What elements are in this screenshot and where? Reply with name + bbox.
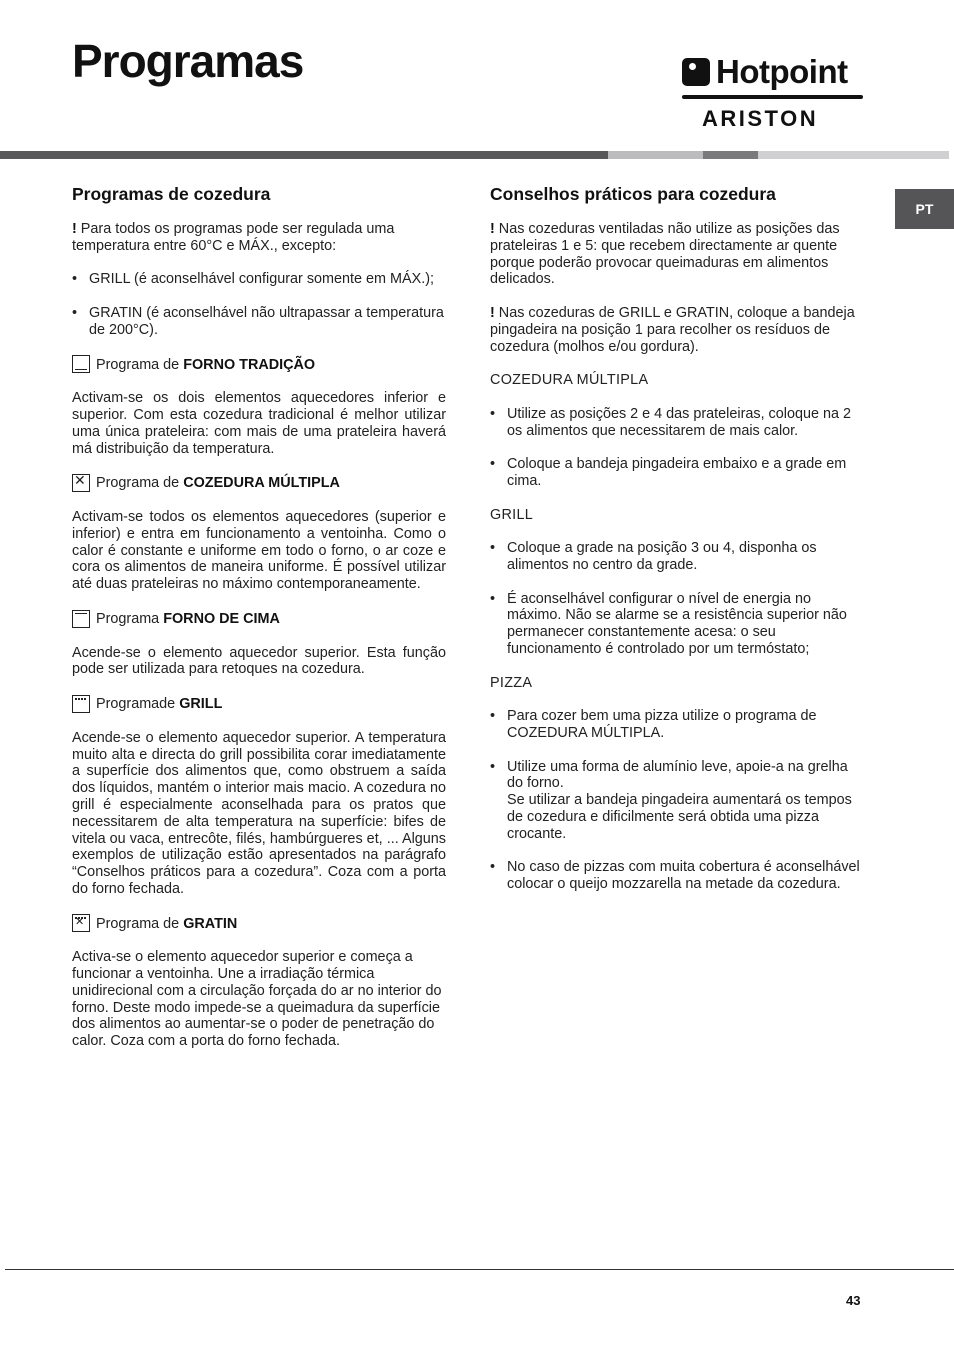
hotpoint-ariston-logo	[682, 55, 864, 130]
list-item: • Coloque a grade na posição 3 ou 4, disponha os alimentos no centro da grade.	[490, 540, 865, 574]
program-description: Activam-se os dois elementos aquecedores inferior e superior. Com esta cozedura tradicional é melhor utilizar uma única prateleira: com mais de uma prateleira haverá má distribuição da temperatura.	[72, 390, 446, 457]
logo-rule	[682, 95, 863, 99]
program-name: GRATIN	[183, 915, 238, 932]
list-item: • Para cozer bem uma pizza utilize o programa de COZEDURA MÚLTIPLA.	[490, 708, 865, 742]
hotpoint-logo-mark-icon	[682, 58, 710, 86]
note-text: Nas cozeduras de GRILL e GRATIN, coloque a bandeja pingadeira na posição 1 para recolher os resíduos de cozedura (molhos e/ou gordura).	[490, 304, 855, 355]
forno-tradicao-icon	[72, 355, 90, 373]
program-prefix: Programa de	[96, 915, 180, 932]
gratin-icon	[72, 914, 90, 932]
note-paragraph	[490, 221, 865, 288]
right-column	[490, 184, 865, 910]
warning-mark: !	[490, 221, 495, 237]
program-prefix: Programa de	[96, 475, 180, 492]
note-paragraph	[490, 305, 865, 355]
exception-list	[72, 271, 446, 338]
warning-mark: !	[490, 304, 495, 321]
program-prefix: Programa de	[96, 356, 180, 373]
list-item	[490, 759, 865, 843]
subsection-title: COZEDURA MÚLTIPLA	[490, 372, 649, 389]
program-prefix: Programa	[96, 610, 160, 627]
grill-icon	[72, 695, 90, 713]
list-item-text: Utilize uma forma de alumínio leve, apoie-a na grelha do forno.	[507, 758, 848, 792]
list-item: • Utilize as posições 2 e 4 das prateleiras, coloque na 2 os alimentos que necessitarem de mais calor.	[490, 406, 865, 440]
program-name: FORNO TRADIÇÃO	[183, 356, 316, 373]
section-heading: Programas de cozedura	[72, 184, 271, 204]
program-description: Acende-se o elemento aquecedor superior. A temperatura muito alta e directa do grill possibilita corar imediatamente a superfície dos alimentos que, como obstruem a saída dos líquidos, mantém o interior mais macio. A cozedura no grill é especialmente aconselhada para os pratos que necessitarem de alta temperatura na superfície: bifes de vitela ou vaca, entrecôte, filés, hambúrgueres et, ... Alguns exemplos de utilização estão apresentados na parágrafo “Conselhos práticos para a cozedura”. Coza com a porta do forno fechada.	[72, 729, 446, 897]
list-item: • Coloque a bandeja pingadeira embaixo e a grade em cima.	[490, 456, 865, 490]
list-item: • GRILL (é aconselhável configurar somente em MÁX.);	[72, 271, 446, 288]
forno-de-cima-icon	[72, 610, 90, 628]
warning-mark: !	[72, 221, 77, 237]
page-title: Programas	[72, 35, 304, 87]
program-description: Activam-se todos os elementos aquecedores (superior e inferior) e entra em funcionamento a ventoinha. Como o calor é constante e uniforme em todo o forno, o ar coze e cora os alimentos de maneira uniforme. É possível utilizar até duas prateleiras no máximo contemporaneamente.	[72, 508, 446, 593]
intro-text: Para todos os programas pode ser regulada uma temperatura entre 60°C e MÁX., excepto:	[72, 221, 395, 254]
left-column	[72, 184, 446, 1067]
program-heading	[72, 355, 446, 373]
footer-rule	[5, 1269, 954, 1270]
header-bar-segment	[703, 151, 758, 159]
tips-list	[490, 708, 865, 893]
program-heading	[72, 695, 446, 713]
program-name: GRILL	[179, 696, 223, 713]
language-tab: PT	[895, 189, 954, 229]
logo-sub: ARISTON	[702, 106, 819, 131]
program-name: COZEDURA MÚLTIPLA	[183, 475, 340, 492]
header-bar-segment	[0, 151, 608, 159]
list-item: • No caso de pizzas com muita cobertura é aconselhável colocar o queijo mozzarella na metade da cozedura.	[490, 859, 865, 893]
cozedura-multipla-icon	[72, 474, 90, 492]
program-name: FORNO DE CIMA	[163, 610, 280, 627]
program-heading	[72, 610, 446, 628]
page-number: 43	[846, 1293, 861, 1308]
header-bar-segment	[758, 151, 949, 159]
logo-brand: Hotpoint	[716, 53, 848, 90]
program-heading	[72, 914, 446, 932]
header-bar-segment	[608, 151, 703, 159]
tips-list	[490, 406, 865, 490]
list-item: • É aconselhável configurar o nível de energia no máximo. Não se alarme se a resistência superior não permanecer constantemente acesa: o seu funcionamento é controlado por um termóstato;	[490, 591, 865, 658]
subsection-title: PIZZA	[490, 674, 533, 691]
list-item: • GRATIN (é aconselhável não ultrapassar a temperatura de 200°C).	[72, 305, 446, 339]
list-item-continuation: Se utilizar a bandeja pingadeira aumentará os tempos de cozedura e dificilmente será obtida uma pizza crocante.	[507, 792, 852, 842]
program-prefix: Programade	[96, 696, 176, 713]
program-description: Acende-se o elemento aquecedor superior. Esta função pode ser utilizada para retoques na cozedura.	[72, 644, 446, 678]
program-heading	[72, 474, 446, 492]
tips-list	[490, 540, 865, 658]
section-heading: Conselhos práticos para cozedura	[490, 184, 776, 204]
intro-paragraph	[72, 221, 446, 255]
program-description: Activa-se o elemento aquecedor superior e começa a funcionar a ventoinha. Une a irradiação térmica unidirecional com a circulação forçada do ar no interior do forno. Deste modo impede-se a queimadura da superfície dos alimentos ao aumentar-se o poder de penetração do calor. Coza com a porta do forno fechada.	[72, 949, 442, 1050]
note-text: Nas cozeduras ventiladas não utilize as posições das prateleiras 1 e 5: que recebem directamente ar quente porque poderão provocar queimaduras em alimentos delicados.	[490, 221, 840, 288]
subsection-title: GRILL	[490, 506, 534, 523]
